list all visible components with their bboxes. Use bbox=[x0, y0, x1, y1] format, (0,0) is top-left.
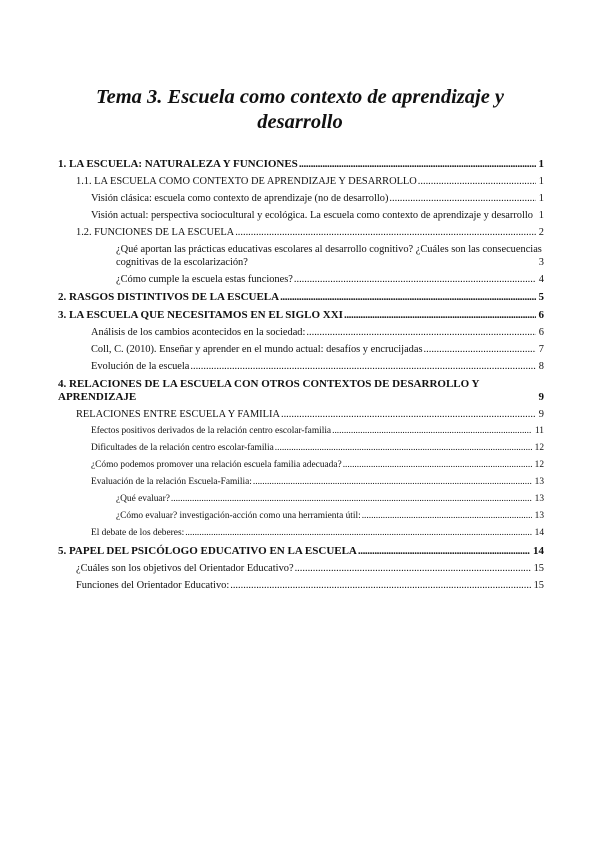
toc-entry-escuela-familia[interactable]: RELACIONES ENTRE ESCUELA Y FAMILIA ..... 9 bbox=[58, 406, 544, 423]
toc-entry-debate-deberes[interactable]: El debate de los deberes: ..... 14 bbox=[58, 525, 544, 542]
toc-entry-3[interactable]: 3. LA ESCUELA QUE NECESITAMOS EN EL SIGLO XXI ..... 6 bbox=[58, 306, 544, 324]
toc-entry-aportan-practicas[interactable]: ¿Qué aportan las prácticas educativas escolares al desarrollo cognitivo? ¿Cuáles son las consecuencias cognitivas de la escolarización? 3 bbox=[116, 244, 544, 268]
toc-entry-5[interactable]: 5. PAPEL DEL PSICÓLOGO EDUCATIVO EN LA ESCUELA ..... 14 bbox=[58, 542, 544, 560]
toc-entry-como-cumple[interactable]: ¿Cómo cumple la escuela estas funciones? ..... 4 bbox=[58, 271, 544, 288]
toc-entry-evaluacion-relacion[interactable]: Evaluación de la relación Escuela-Familia: ..... 13 bbox=[58, 474, 544, 491]
toc-entry-evolucion-escuela[interactable]: Evolución de la escuela ..... 8 bbox=[58, 358, 544, 375]
table-of-contents bbox=[58, 155, 544, 594]
toc-entry-1-1[interactable]: 1.1. LA ESCUELA COMO CONTEXTO DE APRENDIZAJE Y DESARROLLO ..... 1 bbox=[58, 173, 544, 190]
toc-entry-promover-relacion[interactable]: ¿Cómo podemos promover una relación escuela familia adecuada? ..... 12 bbox=[58, 457, 544, 474]
toc-entry-vision-actual[interactable]: Visión actual: perspectiva sociocultural y ecológica. La escuela como contexto de aprendizaje y desarrollo 1 bbox=[91, 210, 544, 221]
document-title: Tema 3. Escuela como contexto de aprendizaje y desarrollo bbox=[95, 86, 505, 133]
toc-entry-coll-2010[interactable]: Coll, C. (2010). Enseñar y aprender en el mundo actual: desafíos y encrucijadas ..... 7 bbox=[58, 341, 544, 358]
toc-entry-1[interactable]: 1. LA ESCUELA: NATURALEZA Y FUNCIONES ..... 1 bbox=[58, 155, 544, 173]
toc-entry-2[interactable]: 2. RASGOS DISTINTIVOS DE LA ESCUELA ..... 5 bbox=[58, 288, 544, 306]
toc-entry-vision-clasica[interactable]: Visión clásica: escuela como contexto de aprendizaje (no de desarrollo) ..... 1 bbox=[58, 190, 544, 207]
toc-entry-efectos-positivos[interactable]: Efectos positivos derivados de la relación centro escolar-familia ..... 11 bbox=[58, 423, 544, 440]
toc-entry-objetivos-orientador[interactable]: ¿Cuáles son los objetivos del Orientador Educativo? ..... 15 bbox=[58, 560, 544, 577]
toc-entry-1-2[interactable]: 1.2. FUNCIONES DE LA ESCUELA ..... 2 bbox=[58, 224, 544, 241]
toc-entry-analisis-cambios[interactable]: Análisis de los cambios acontecidos en la sociedad: ..... 6 bbox=[58, 324, 544, 341]
toc-entry-como-evaluar[interactable]: ¿Cómo evaluar? investigación-acción como una herramienta útil: ..... 13 bbox=[58, 508, 544, 525]
toc-entry-que-evaluar[interactable]: ¿Qué evaluar? ..... 13 bbox=[58, 491, 544, 508]
toc-entry-dificultades[interactable]: Dificultades de la relación centro escolar-familia ..... 12 bbox=[58, 440, 544, 457]
toc-entry-4[interactable]: 4. RELACIONES DE LA ESCUELA CON OTROS CONTEXTOS DE DESARROLLO Y APRENDIZAJE 9 bbox=[58, 378, 544, 403]
toc-entry-funciones-orientador[interactable]: Funciones del Orientador Educativo: ..... 15 bbox=[58, 577, 544, 594]
